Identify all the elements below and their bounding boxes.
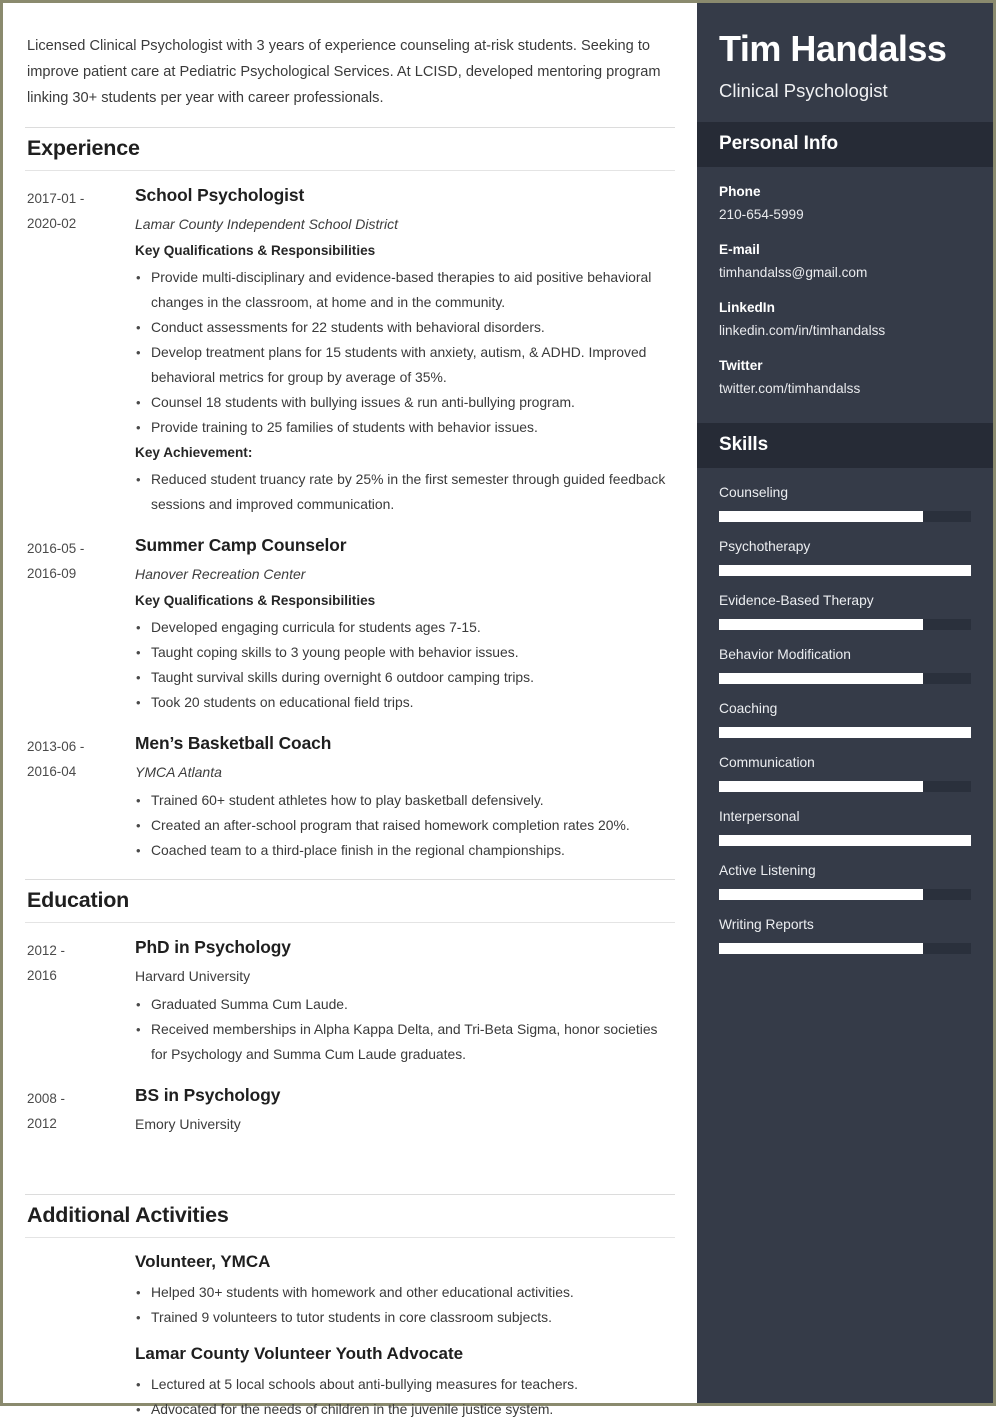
activities-section xyxy=(25,1194,675,1422)
contact-value[interactable]: twitter.com/timhandalss xyxy=(719,381,861,396)
skill-bar-fill xyxy=(719,619,923,630)
contact-label: Twitter xyxy=(719,358,763,373)
entry-date-range xyxy=(25,183,135,236)
bullet-item: • Provide training to 25 families of students with behavior issues. xyxy=(135,415,675,440)
skill-bar-track xyxy=(719,619,971,630)
activity-detail-list xyxy=(135,1372,675,1422)
activities-list xyxy=(25,1250,675,1422)
responsibility-list xyxy=(135,788,675,863)
skill-bar-track xyxy=(719,889,971,900)
skill-item xyxy=(719,536,971,576)
candidate-role: Clinical Psychologist xyxy=(719,80,888,101)
date-start: 2012 - xyxy=(27,943,65,958)
experience-entry xyxy=(25,533,675,717)
education-heading: Education xyxy=(25,879,675,923)
skill-name: Counseling xyxy=(719,485,789,500)
contact-item xyxy=(719,239,971,284)
bullet-item: • Created an after-school program that raised homework completion rates 20%. xyxy=(135,813,675,838)
bullet-item: • Counsel 18 students with bullying issues & run anti-bullying program. xyxy=(135,390,675,415)
contact-label: Phone xyxy=(719,184,761,199)
degree-title: BS in Psychology xyxy=(135,1085,281,1105)
activity-entry xyxy=(135,1250,675,1330)
activity-detail-list xyxy=(135,1280,675,1330)
employer-name: Lamar County Independent School District xyxy=(135,216,399,232)
skill-bar-fill xyxy=(719,943,923,954)
skill-item xyxy=(719,698,971,738)
activity-title: Volunteer, YMCA xyxy=(135,1252,271,1271)
activities-heading: Additional Activities xyxy=(25,1194,675,1238)
bullet-item: • Helped 30+ students with homework and other educational activities. xyxy=(135,1280,675,1305)
education-entry xyxy=(25,1083,675,1140)
date-end: 2016-04 xyxy=(27,764,77,779)
skill-item xyxy=(719,914,971,954)
entry-body xyxy=(135,731,675,865)
skill-bar-track xyxy=(719,727,971,738)
skill-item xyxy=(719,752,971,792)
section-spacer xyxy=(25,1154,675,1194)
job-title: Men’s Basketball Coach xyxy=(135,733,332,753)
skills-container xyxy=(719,482,971,954)
contact-item xyxy=(719,355,971,400)
contact-item xyxy=(719,181,971,226)
contact-value[interactable]: 210-654-5999 xyxy=(719,207,804,222)
bullet-item: • Developed engaging curricula for students ages 7-15. xyxy=(135,615,675,640)
bullet-item: • Develop treatment plans for 15 students with anxiety, autism, & ADHD. Improved behavioral metrics for group by average of 35%. xyxy=(135,340,675,390)
job-title: Summer Camp Counselor xyxy=(135,535,347,555)
experience-entry xyxy=(25,183,675,519)
bullet-item: • Reduced student truancy rate by 25% in the first semester through guided feedback sessions and improved communication. xyxy=(135,467,675,517)
date-end: 2012 xyxy=(27,1116,57,1131)
bullet-item: • Received memberships in Alpha Kappa Delta, and Tri-Beta Sigma, honor societies for Psychology and Summa Cum Laude graduates. xyxy=(135,1017,675,1067)
skill-name: Evidence-Based Therapy xyxy=(719,593,874,608)
bullet-item: • Taught survival skills during overnight 6 outdoor camping trips. xyxy=(135,665,675,690)
degree-title: PhD in Psychology xyxy=(135,937,291,957)
job-title: School Psychologist xyxy=(135,185,305,205)
skill-bar-fill xyxy=(719,565,971,576)
date-end: 2016-09 xyxy=(27,566,77,581)
skill-name: Coaching xyxy=(719,701,778,716)
qualifications-label: Key Qualifications & Responsibilities xyxy=(135,243,376,258)
bullet-item: • Trained 9 volunteers to tutor students in core classroom subjects. xyxy=(135,1305,675,1330)
skill-item xyxy=(719,482,971,522)
skill-name: Active Listening xyxy=(719,863,816,878)
activity-entry xyxy=(135,1342,675,1422)
entry-body xyxy=(135,533,675,717)
entry-date-range xyxy=(25,935,135,988)
bullet-item: • Provide multi-disciplinary and evidence-based therapies to aid positive behavioral changes in the classroom, at home and in the community. xyxy=(135,265,675,315)
skill-name: Psychotherapy xyxy=(719,539,811,554)
education-entry xyxy=(25,935,675,1069)
skill-bar-fill xyxy=(719,673,923,684)
entry-date-range xyxy=(25,533,135,586)
bullet-item: • Trained 60+ student athletes how to play basketball defensively. xyxy=(135,788,675,813)
skill-item xyxy=(719,860,971,900)
skill-name: Communication xyxy=(719,755,815,770)
experience-list xyxy=(25,183,675,865)
qualifications-label: Key Qualifications & Responsibilities xyxy=(135,593,376,608)
experience-entry xyxy=(25,731,675,865)
resume-main-column xyxy=(3,3,697,1417)
resume-sidebar xyxy=(697,3,993,1403)
skill-bar-fill xyxy=(719,781,923,792)
contact-list xyxy=(697,167,993,423)
bullet-item: • Graduated Summa Cum Laude. xyxy=(135,992,675,1017)
entry-body xyxy=(135,935,675,1069)
date-start: 2008 - xyxy=(27,1091,65,1106)
skill-bar-fill xyxy=(719,835,971,846)
professional-summary: Licensed Clinical Psychologist with 3 years of experience counseling at-risk students. Seeking to improve patient care at Pediatric Psychological Services. At LCISD, developed mentoring program linking 30+ students per year with career professionals. xyxy=(27,38,661,106)
achievement-list xyxy=(135,467,675,517)
bullet-item: • Lectured at 5 local schools about anti-bullying measures for teachers. xyxy=(135,1372,675,1397)
contact-label: E-mail xyxy=(719,242,760,257)
skill-bar-track xyxy=(719,781,971,792)
bullet-item: • Coached team to a third-place finish in the regional championships. xyxy=(135,838,675,863)
date-start: 2017-01 - xyxy=(27,191,85,206)
bullet-item: • Took 20 students on educational field trips. xyxy=(135,690,675,715)
sidebar-header xyxy=(697,3,993,122)
entry-date-range xyxy=(25,731,135,784)
date-start: 2013-06 - xyxy=(27,739,85,754)
skill-bar-fill xyxy=(719,889,923,900)
date-end: 2020-02 xyxy=(27,216,77,231)
skill-bar-fill xyxy=(719,511,923,522)
skill-bar-track xyxy=(719,943,971,954)
date-end: 2016 xyxy=(27,968,57,983)
skill-name: Behavior Modification xyxy=(719,647,851,662)
school-name: Harvard University xyxy=(135,968,251,984)
skill-bar-track xyxy=(719,565,971,576)
education-list xyxy=(25,935,675,1140)
contact-value[interactable]: timhandalss@gmail.com xyxy=(719,265,868,280)
contact-label: LinkedIn xyxy=(719,300,775,315)
contact-value[interactable]: linkedin.com/in/timhandalss xyxy=(719,323,886,338)
skill-name: Interpersonal xyxy=(719,809,800,824)
responsibility-list xyxy=(135,265,675,440)
skill-item xyxy=(719,590,971,630)
contact-item xyxy=(719,297,971,342)
bullet-item: • Taught coping skills to 3 young people with behavior issues. xyxy=(135,640,675,665)
activity-title: Lamar County Volunteer Youth Advocate xyxy=(135,1344,464,1363)
skill-bar-track xyxy=(719,511,971,522)
skills-list xyxy=(697,468,993,988)
skills-heading: Skills xyxy=(697,423,993,468)
education-detail-list xyxy=(135,992,675,1067)
skill-bar-track xyxy=(719,673,971,684)
entry-body xyxy=(135,183,675,519)
employer-name: Hanover Recreation Center xyxy=(135,566,306,582)
skill-name: Writing Reports xyxy=(719,917,814,932)
experience-heading: Experience xyxy=(25,127,675,171)
entry-body xyxy=(135,1083,675,1140)
personal-info-heading: Personal Info xyxy=(697,122,993,167)
entry-date-range xyxy=(25,1083,135,1136)
date-start: 2016-05 - xyxy=(27,541,85,556)
bullet-item: • Advocated for the needs of children in the juvenile justice system. xyxy=(135,1397,675,1422)
skill-bar-track xyxy=(719,835,971,846)
bullet-item: • Conduct assessments for 22 students with behavioral disorders. xyxy=(135,315,675,340)
experience-section xyxy=(25,127,675,865)
education-section xyxy=(25,879,675,1140)
school-name: Emory University xyxy=(135,1116,241,1132)
employer-name: YMCA Atlanta xyxy=(135,764,222,780)
skill-item xyxy=(719,806,971,846)
achievement-label: Key Achievement: xyxy=(135,445,253,460)
candidate-name: Tim Handalss xyxy=(719,28,947,69)
skill-item xyxy=(719,644,971,684)
contacts-container xyxy=(719,181,971,400)
skill-bar-fill xyxy=(719,727,971,738)
responsibility-list xyxy=(135,615,675,715)
